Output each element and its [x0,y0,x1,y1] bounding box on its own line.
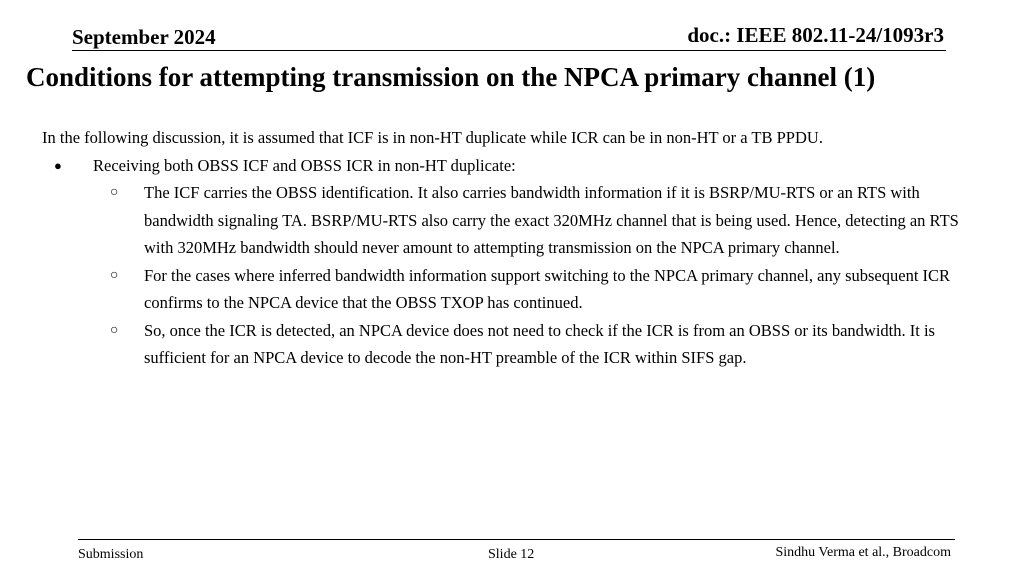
sub-bullet-text: For the cases where inferred bandwidth information support switching to the NPCA primary channel, any subsequent ICR confirms to the NPCA device that the OBSS TXOP has continued. [144,265,951,312]
sub-bullet-item [42,179,1002,262]
sub-bullet-text: So, once the ICR is detected, an NPCA device does not need to check if the ICR is from an OBSS or its bandwidth. It is sufficient for an NPCA device to decode the non-HT preamble of the ICR within SIFS gap. [144,320,935,367]
footer-divider [78,539,955,540]
header-divider [72,50,946,51]
header-doc-id: doc.: IEEE 802.11-24/1093r3 [687,23,944,47]
sub-bullet-item [42,317,1002,372]
bullet-text: Receiving both OBSS ICF and OBSS ICR in non-HT duplicate: [93,155,516,175]
sub-bullet-text: The ICF carries the OBSS identification. It also carries bandwidth information if it is BSRP/MU-RTS or an RTS with bandwidth signaling TA. BSRP/MU-RTS also carry the exact 320MHz channel that is being used. Hence, detecting an RTS with 320MHz bandwidth should never amount to attempting transmission on the NPCA primary channel. [144,183,959,257]
hollow-bullet-icon: ○ [110,185,119,200]
slide-title: Conditions for attempting transmission on the NPCA primary channel (1) [26,62,876,92]
slide-body [42,124,1002,372]
footer-submission: Submission [78,547,144,562]
filled-bullet-icon: ● [54,157,62,173]
footer-author: Sindhu Verma et al., Broadcom [775,545,951,560]
intro-paragraph: In the following discussion, it is assumed that ICF is in non-HT duplicate while ICR can be in non-HT or a TB PPDU. [42,128,823,147]
footer-slide-number: Slide 12 [488,547,535,562]
sub-bullet-item [42,262,1002,317]
hollow-bullet-icon: ○ [110,267,119,283]
header-date: September 2024 [72,25,216,49]
bullet-item [42,152,1002,180]
hollow-bullet-icon: ○ [110,322,119,338]
